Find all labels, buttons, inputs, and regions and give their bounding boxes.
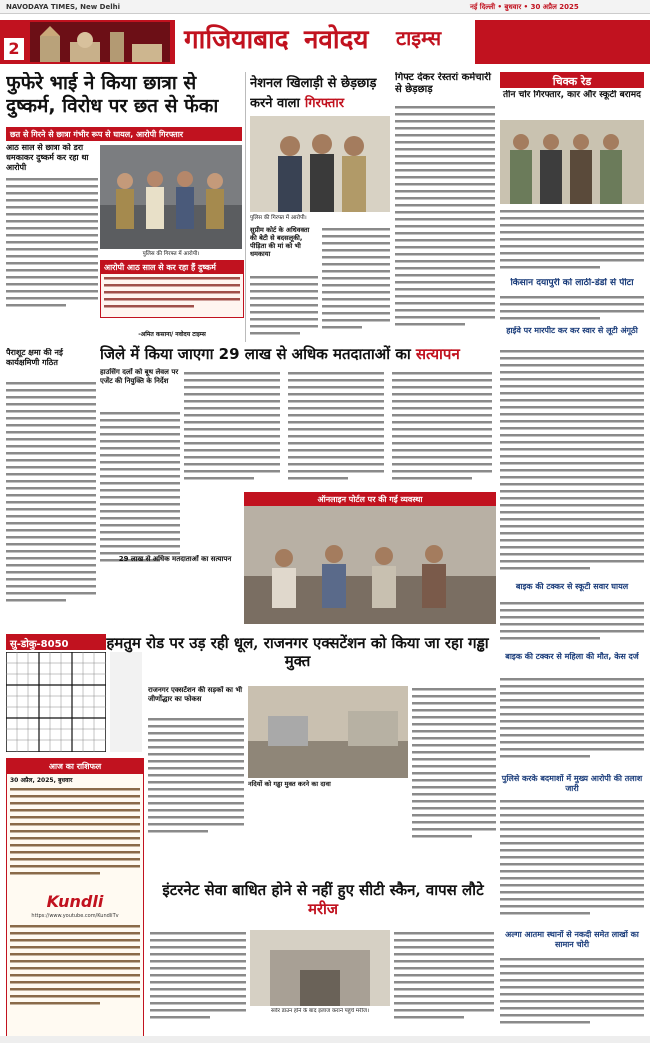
internet-body-lines-1 [150, 930, 246, 1034]
lead-photo [100, 145, 242, 249]
check-raid-headline-block [500, 90, 644, 118]
lead-body-text-lines [6, 176, 98, 316]
road-headline-block [100, 634, 495, 684]
internet-photo-caption: सर्वर डाउन होने के बाद इलाज कराने पहुंचे मरीज। [270, 1008, 370, 1014]
horoscope-text-lines [7, 786, 143, 886]
sudoku-title: सु-डोकु-8050 [6, 634, 106, 650]
edition-label: NAVODAYA TIMES, New Delhi [6, 3, 120, 11]
staff-headline-block [395, 72, 495, 102]
horoscope-title: आज का राशिफल [7, 759, 143, 774]
kisan-body [500, 294, 644, 324]
road-sub2-block [248, 780, 344, 802]
pairasut-headline-block [6, 318, 98, 346]
page-number: 2 [4, 38, 24, 60]
escape-body [500, 798, 644, 928]
voters-bullet: हाउसिंग दलों को बूथ लेवल पर एजेंट की नियुक्ति के निर्देश [100, 368, 179, 385]
lead-inset-box [100, 260, 244, 318]
escape-body-lines [500, 798, 644, 928]
bike-sub-block [500, 652, 644, 674]
religious-body [500, 956, 644, 1030]
masthead-strip [0, 0, 650, 14]
check-raid-body [500, 208, 644, 278]
internet-body-col1 [150, 930, 246, 1034]
masthead [0, 0, 650, 70]
kundli-youtube-link[interactable]: https://www.youtube.com/KundliTv [31, 913, 119, 919]
lead-body-tail [146, 318, 244, 328]
kisan-sub: हाईवे पर मारपीट कर कर स्वार से लूटी अंगूठी [506, 326, 638, 335]
escape-headline-block [500, 774, 644, 796]
player-photo-caption: पुलिस की गिरफ्त में आरोपी। [250, 215, 307, 221]
bike-body-lines-2 [500, 676, 644, 772]
lead-photo-image [100, 145, 242, 249]
pairasut-headline-wrap [6, 348, 96, 378]
bike-headline-block [500, 582, 644, 598]
staff-headline: गिफ्ट देकर रेस्तरां कर्मचारी से छेड़छाड़ [395, 72, 491, 96]
column-divider [245, 72, 246, 342]
player-body-lines-2 [322, 226, 390, 340]
bike-headline: बाइक की टक्कर से स्कूटी सवार घायल [515, 582, 629, 591]
voters-photo-image [244, 506, 496, 624]
horoscope-date: 30 अप्रैल, 2025, बुधवार [10, 777, 73, 784]
road-headline: हमतुम रोड पर उड़ रही धूल, राजनगर एक्सटेंशन को किया जा रहा गड्ढा मुक्त [106, 634, 489, 671]
kisan-headline: किसान दयापुरी को लाठी-डंडों से पीटा [510, 278, 634, 288]
bike-body-lines [500, 600, 644, 650]
voters-headline-block [100, 344, 495, 364]
internet-headline-highlight: मरीज [307, 900, 339, 919]
road-bullet-block [148, 686, 244, 714]
lead-bullet [6, 143, 98, 175]
voters-box-line-wrap [110, 555, 240, 569]
kisan-body-lines-2 [500, 348, 644, 582]
kisan-body-lines [500, 294, 644, 324]
road-sub2: नदियों को गड्ढा मुक्त करने का दावा [248, 780, 331, 788]
staff-body-lines [395, 104, 495, 340]
sudoku-grid-image [6, 652, 106, 752]
player-photo [250, 116, 390, 212]
road-body-col3 [412, 686, 496, 866]
voters-box-line: 29 लाख से अधिक मतदाताओं का सत्यापन [118, 555, 232, 563]
religious-body-lines [500, 956, 644, 1030]
voters-bullet-block [100, 368, 180, 408]
print-registration-strip [0, 1036, 650, 1043]
check-raid-tag: चिक्क रेड [500, 72, 644, 88]
lead-inset-text-lines [101, 274, 243, 314]
check-raid-photo [500, 120, 644, 204]
masthead-title-ghaziabad: गाजियाबाद [184, 25, 289, 55]
pairasut-body-lines [6, 380, 96, 620]
player-headline-block [250, 72, 390, 112]
bike-sub: बाइक की टक्कर से महिला की मौत, केस दर्ज [505, 652, 639, 661]
masthead-title-times: टाइम्स [396, 26, 442, 50]
lead-photo-caption: पुलिस की गिरफ्त में आरोपी। [142, 251, 200, 257]
internet-body-col3 [394, 930, 494, 1034]
player-headline-highlight: गिरफ्तार [304, 95, 345, 111]
kundli-logo: Kundli [46, 892, 104, 911]
bike-body [500, 600, 644, 650]
kisan-sub-block [500, 326, 644, 346]
religious-headline: अल्गा आतमा स्थानों से नकदी समेत लाखों का सामान चोरी [505, 930, 639, 949]
player-photo-image [250, 116, 390, 212]
lead-headline-block [6, 72, 242, 126]
escape-headline: पुलिसे करके बदमाशों में मुख्य आरोपी की तलाश जारी [501, 774, 643, 793]
horoscope-box [6, 758, 144, 1038]
voters-photo-caption: ऑनलाइन पोर्टल पर की गई व्यवस्था [244, 492, 496, 506]
internet-headline: इंटरनेट सेवा बाधित होने से नहीं हुए सीटी स्कैन, वापस लौटे [162, 881, 484, 899]
player-body-col1 [250, 274, 318, 340]
masthead-skyline-image [30, 22, 170, 62]
staff-body [395, 104, 495, 340]
voters-photo [244, 506, 496, 624]
lead-bullet-text: आठ साल से छात्रा को डरा धमकाकर दुष्कर्म कर रहा था आरोपी [6, 143, 89, 172]
lead-subheadline: छत से गिरने से छात्रा गंभीर रूप से घायल, आरोपी गिरफ्तार [6, 127, 242, 141]
pairasut-body [6, 380, 96, 620]
road-photo [248, 686, 408, 778]
player-body-lines-1 [250, 274, 318, 340]
sudoku-grid [6, 652, 106, 752]
pairasut-headline: पैराशूट क्षमा की नई कार्यक्षमिणी गठित [6, 348, 63, 367]
kisan-body-2 [500, 348, 644, 582]
internet-headline-block [150, 880, 496, 926]
lead-byline: -अमित कसाना/ नवोदय टाइम्स [138, 331, 206, 338]
issue-date: नई दिल्ली • बुधवार • 30 अप्रैल 2025 [470, 3, 579, 11]
internet-body-lines-3 [394, 930, 494, 1034]
internet-photo-image [250, 930, 390, 1006]
voters-headline: जिले में किया जाएगा 29 लाख से अधिक मतदाताओं का [100, 345, 411, 363]
voters-body-cols [184, 370, 494, 490]
check-raid-photo-image [500, 120, 644, 204]
masthead-title-navodaya: नवोदय [304, 25, 369, 55]
lead-body-column-1 [6, 176, 98, 316]
horoscope-text-lines-2 [7, 919, 143, 1029]
player-body-col2 [322, 226, 390, 340]
player-sub-text: सुप्रीम कोर्ट के अधिवक्ता की बेटी से बदसलूकी, पीड़िता की मां को भी धमकाया [250, 226, 310, 258]
road-photo-image [248, 686, 408, 778]
player-headline: नेशनल खिलाड़ी से छेड़छाड़ करने वाला [250, 76, 377, 111]
lead-inset-title: आरोपी आठ साल से कर रहा हैं दुष्कर्म [101, 261, 243, 274]
kisan-headline-block [500, 278, 644, 294]
internet-photo [250, 930, 390, 1006]
check-raid-headline: तीन चोर गिरफ्तार, कार और स्कूटी बरामद [503, 90, 641, 100]
lead-headline: फुफेरे भाई ने किया छात्रा से दुष्कर्म, विरोध पर छत से फेंका [6, 72, 219, 118]
road-bullet: राजनगर एक्सटेंशन की सड़कों का भी जीर्णोद्धार का फोकस [148, 686, 243, 703]
bike-body-2 [500, 676, 644, 772]
skyline-icon [30, 22, 170, 62]
voters-headline-highlight: सत्यापन [415, 345, 460, 363]
voters-body-lines-2 [184, 370, 494, 490]
player-sub [250, 226, 318, 272]
check-raid-body-lines [500, 208, 644, 278]
road-body-lines-3 [412, 686, 496, 866]
road-body-lines-1 [148, 716, 244, 866]
religious-headline-block [500, 930, 644, 954]
road-body-col1 [148, 716, 244, 866]
